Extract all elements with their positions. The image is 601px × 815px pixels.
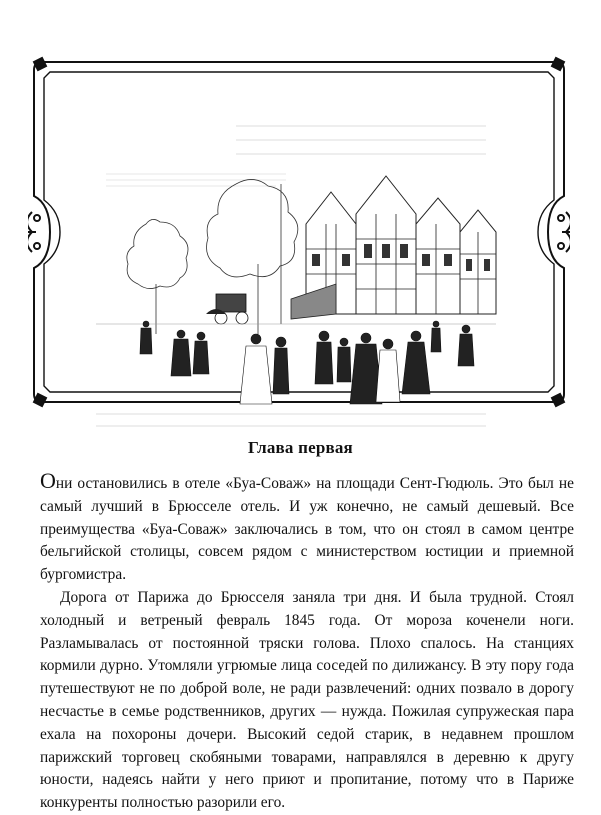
drop-cap: О — [40, 468, 56, 493]
street-scene-illustration — [86, 114, 497, 438]
paragraph-1 — [40, 470, 574, 587]
chapter-body — [40, 470, 574, 815]
street-scene-engraving-icon — [86, 114, 497, 438]
chapter-title: Глава первая — [248, 438, 353, 457]
paragraph-2: Дорога от Парижа до Брюсселя заняла три дня. И была трудной. Стоял холодный и ветреный февраль 1845 года. От мороза коченели ноги. Разламывалась от постоянной тряски голова. Плохо спалось. На станциях кормили дурно. Утомляли угрюмые лица соседей по дилижансу. В эту пору года путешествуют не по доброй воле, не ради развлечений: одних позвало в дорогу несчастье в семье родственников, других — нужда. Пожилая супружеская пара ехала на похороны дочери. Высокий седой старик, в недавнем прошлом парижский торговец скобяными товарами, направлялся в деревню к другу юности, надеясь найти у него приют и пропитание, потому что в Париже конкуренты полностью разорили его. — [40, 588, 574, 812]
paragraph-1-text: ни остановились в отеле «Буа-Соваж» на площади Сент-Гюдюль. Это был не самый лучший в Брюсселе отель. И уж конечно, не самый дешевый. Все преимущества «Буа-Соваж» заключались в том, что он стоял в самом центре бельгийской столицы, совсем рядом с министерством юстиции и приемной бургомистра. — [40, 475, 574, 584]
illustration-frame — [28, 56, 570, 408]
